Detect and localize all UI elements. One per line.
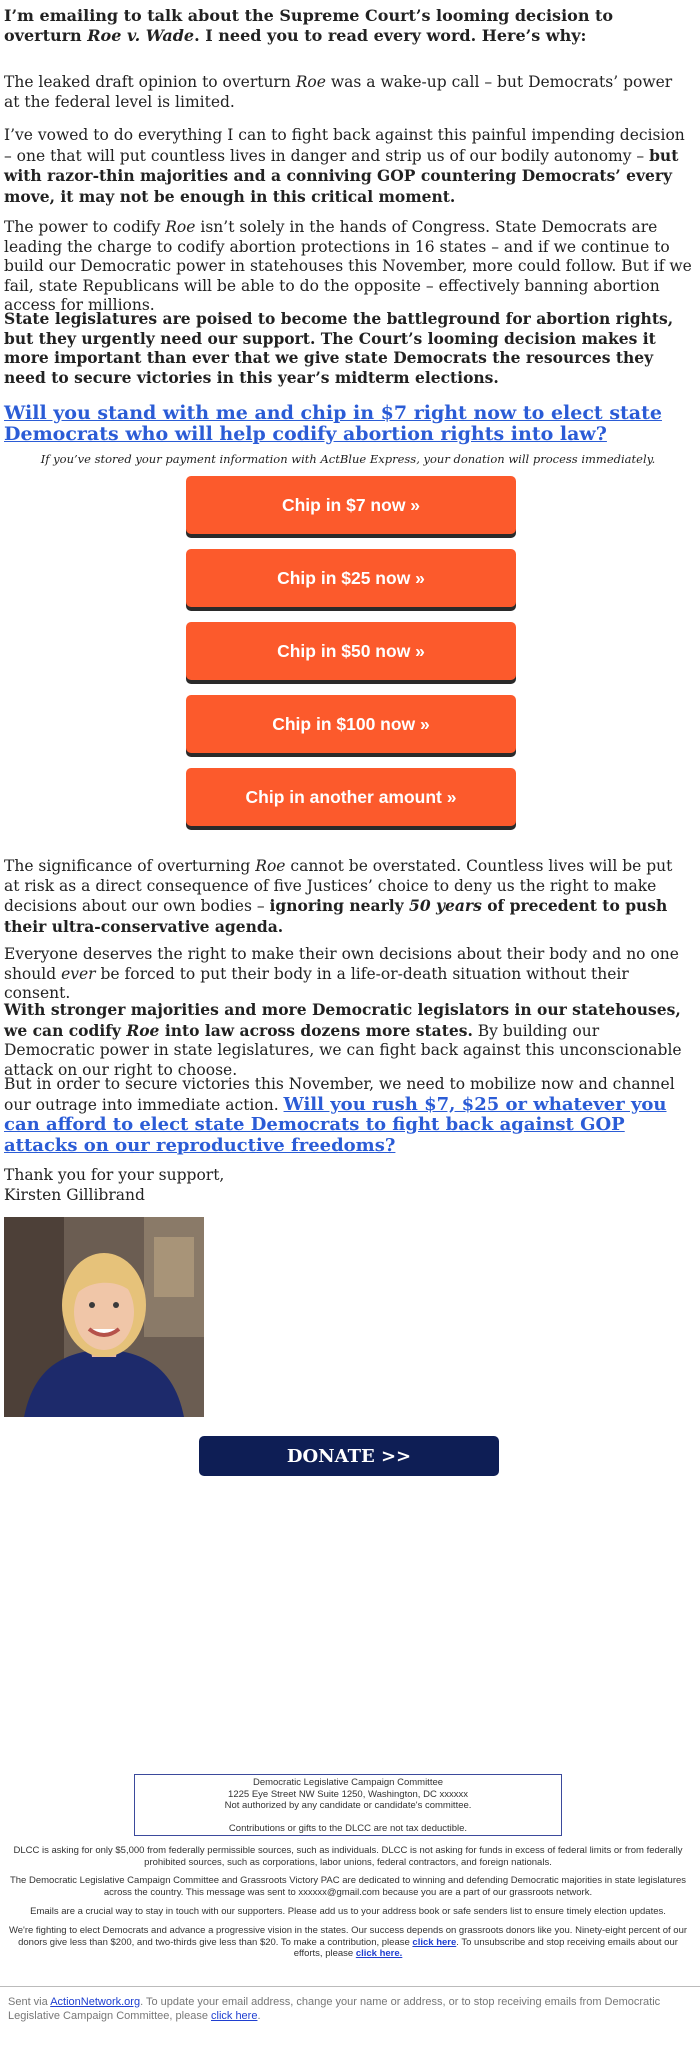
donate-button[interactable]: DONATE >>	[199, 1436, 499, 1476]
paragraph-vowed: I’ve vowed to do everything I can to fight back against this painful impending decision – one that will put countless lives in danger and strip us of our bodily autonomy – but with razor-thin majorities and a conniving GOP countering Democrats’ every move, it may not be enough in this critical moment.	[4, 126, 685, 206]
org-tax-note: Contributions or gifts to the DLCC are not tax deductible.	[228, 1822, 468, 1834]
footer-federal-limits: DLCC is asking for only $5,000 from federally permissible sources, such as individuals. DLCC is not asking for funds in excess of federal limits or from federally prohibited sources, such as corporations, labor unions, federal contractors, and foreign nationals.	[13, 1845, 683, 1868]
footer-donors: We're fighting to elect Democrats and advance a progressive vision in the states. Our success depends on grassroots donors like you. Ninety-eight percent of our donors give less than $200, and two-thirds give less than $20. To make a contribution, please click here. To unsubscribe and stop receiving emails about our efforts, please click here.	[8, 1925, 688, 1959]
update-preferences-link[interactable]: click here	[211, 2010, 258, 2022]
org-info-box	[134, 1774, 562, 1836]
paragraph-everyone-deserves: Everyone deserves the right to make their own decisions about their body and no one should ever be forced to put their body in a life-or-death situation without their consent.	[4, 945, 679, 1002]
intro-text: I’m emailing to talk about the Supreme Court’s looming decision to overturn	[4, 6, 614, 45]
contribute-link[interactable]: click here	[412, 1936, 457, 1948]
thanks-text: Thank you for your support,	[4, 1166, 225, 1184]
org-name: Democratic Legislative Campaign Committee	[252, 1777, 444, 1788]
footer-stay-in-touch: Emails are a crucial way to stay in touch with our supporters. Please add us to your address book or safe senders list to ensure timely election updates.	[30, 1906, 666, 1917]
chip-in-100-button[interactable]: Chip in $100 now »	[186, 695, 516, 753]
paragraph-state-legislatures: State legislatures are poised to become the battleground for abortion rights, but they urgently need our support. The Court’s looming decision makes it more important than ever that we give state Democrats the resources they need to secure victories in this year’s midterm elections.	[4, 309, 674, 387]
gillibrand-photo	[4, 1217, 204, 1417]
sent-via-note: Sent via ActionNetwork.org. To update your email address, change your name or address, or to stop receiving emails from Democratic Legislative Campaign Committee, please click here.	[8, 1996, 661, 2022]
intro-text-end: . I need you to read every word. Here’s why:	[194, 25, 587, 45]
footer-divider	[0, 1986, 700, 1987]
intro-paragraph	[4, 6, 692, 45]
actionnetwork-link[interactable]: ActionNetwork.org	[50, 1996, 141, 2008]
paragraph-mobilize: But in order to secure victories this November, we need to mobilize now and channel our outrage into immediate action. Will you rush $7, $25 or whatever you can afford to elect state Democrats to fight back against GOP attacks on our reproductive freedoms?	[4, 1075, 675, 1156]
unsubscribe-link[interactable]: click here.	[355, 1948, 403, 1959]
org-authorized: Not authorized by any candidate or candidate's committee.	[224, 1800, 472, 1811]
signer-name: Kirsten Gillibrand	[4, 1185, 145, 1204]
footer-dlcc-mission: The Democratic Legislative Campaign Committee and Grassroots Victory PAC are dedicated to winning and defending Democratic majorities in state legislatures across the country. This message was sent to xxxxxx@gmail.com because you are a part of our grassroots network.	[9, 1875, 687, 1898]
signoff	[4, 1166, 224, 1205]
chip-in-link[interactable]: Will you stand with me and chip in $7 right now to elect state Democrats who will help codify abortion rights into law?	[4, 402, 662, 445]
chip-in-other-amount-button[interactable]: Chip in another amount »	[186, 768, 516, 826]
rush-donation-link[interactable]: Will you rush $7, $25 or whatever you can afford to elect state Democrats to fight back against GOP attacks on our reproductive freedoms?	[4, 1093, 667, 1156]
actblue-note: If you’ve stored your payment information with ActBlue Express, your donation will process immediately.	[40, 452, 656, 466]
paragraph-leaked-draft: The leaked draft opinion to overturn Roe was a wake-up call – but Democrats’ power at the federal level is limited.	[4, 73, 673, 111]
roe-v-wade: Roe v. Wade	[87, 25, 195, 45]
chip-in-50-button[interactable]: Chip in $50 now »	[186, 622, 516, 680]
paragraph-power-to-codify: The power to codify Roe isn’t solely in the hands of Congress. State Democrats are leading the charge to codify abortion protections in 16 states – and if we continue to build our Democratic power in statehouses this November, more could follow. But if we fail, state Republicans will be able to do the opposite – effectively banning abortion access for millions.	[4, 218, 692, 314]
portrait-image	[4, 1217, 204, 1417]
paragraph-significance: The significance of overturning Roe cannot be overstated. Countless lives will be put at risk as a direct consequence of five Justices’ choice to deny us the right to make decisions about our own bodies – ignoring nearly 50 years of precedent to push their ultra-conservative agenda.	[4, 857, 673, 936]
chip-in-25-button[interactable]: Chip in $25 now »	[186, 549, 516, 607]
org-address: 1225 Eye Street NW Suite 1250, Washington, DC xxxxxx	[228, 1788, 468, 1800]
chip-in-7-button[interactable]: Chip in $7 now »	[186, 476, 516, 534]
paragraph-stronger-majorities: With stronger majorities and more Democratic legislators in our statehouses, we can codify Roe into law across dozens more states. By building our Democratic power in state legislatures, we can fight back against this unconscionable attack on our right to choose.	[4, 1000, 682, 1079]
